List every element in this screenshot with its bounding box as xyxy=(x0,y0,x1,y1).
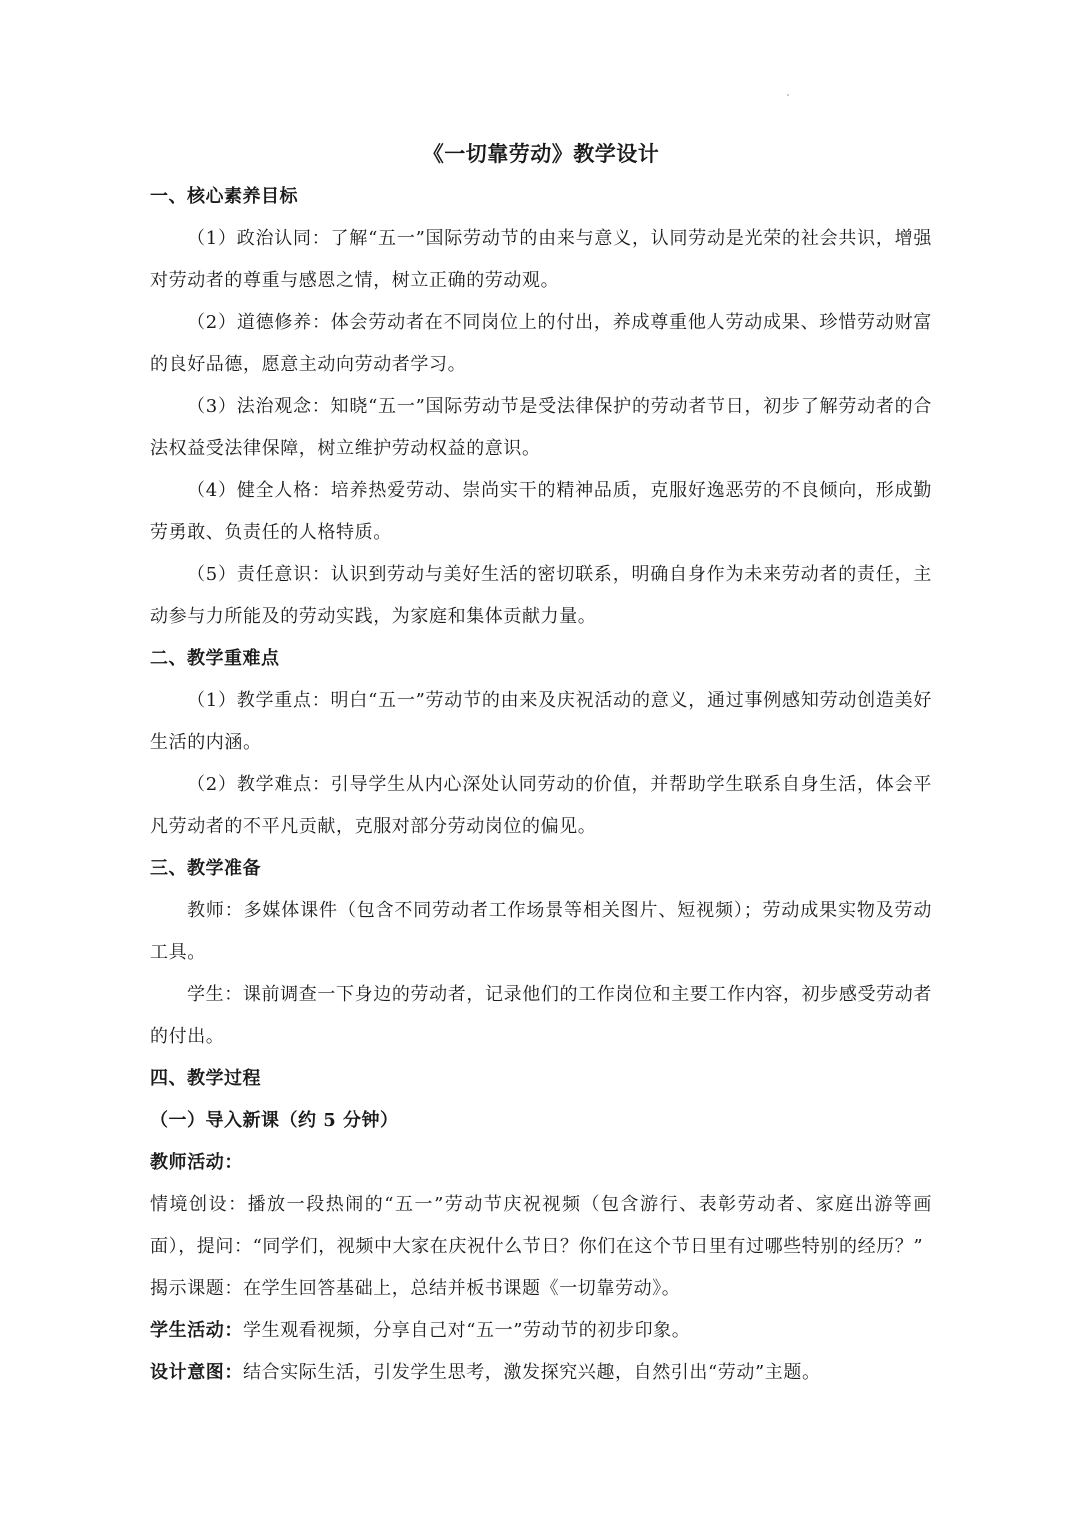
section-heading-key-points: 二、教学重难点 xyxy=(150,648,280,669)
goal-item-5: （5）责任意识：认识到劳动与美好生活的密切联系，明确自身作为未来劳动者的责任，主动参与力所能及的劳动实践，为家庭和集体贡献力量。 xyxy=(150,564,932,627)
design-intent-text: 结合实际生活，引发学生思考，激发探究兴趣，自然引出“劳动”主题。 xyxy=(243,1362,821,1383)
document-title: 《一切靠劳动》教学设计 xyxy=(422,141,660,166)
reveal-topic-text: 揭示课题：在学生回答基础上，总结并板书课题《一切靠劳动》。 xyxy=(150,1278,681,1299)
design-intent-label: 设计意图： xyxy=(150,1362,243,1383)
design-intent-line xyxy=(150,1352,932,1394)
prep-teacher: 教师：多媒体课件（包含不同劳动者工作场景等相关图片、短视频）；劳动成果实物及劳动工具。 xyxy=(150,900,932,963)
teacher-activity-label: 教师活动： xyxy=(150,1152,243,1173)
key-point-item: （1）教学重点：明白“五一”劳动节的由来及庆祝活动的意义，通过事例感知劳动创造美好生活的内涵。 xyxy=(150,690,932,753)
goal-item-1: （1）政治认同：了解“五一”国际劳动节的由来与意义，认同劳动是光荣的社会共识，增强对劳动者的尊重与感恩之情，树立正确的劳动观。 xyxy=(150,228,932,291)
section-heading-goals: 一、核心素养目标 xyxy=(150,186,298,207)
goal-item-3: （3）法治观念：知晓“五一”国际劳动节是受法律保护的劳动者节日，初步了解劳动者的合法权益受法律保障，树立维护劳动权益的意识。 xyxy=(150,396,932,459)
prep-student: 学生：课前调查一下身边的劳动者，记录他们的工作岗位和主要工作内容，初步感受劳动者的付出。 xyxy=(150,984,932,1047)
document-page xyxy=(150,136,932,1394)
section-heading-preparation: 三、教学准备 xyxy=(150,858,261,879)
student-activity-line xyxy=(150,1310,932,1352)
teacher-activity-text: 情境创设：播放一段热闹的“五一”劳动节庆祝视频（包含游行、表彰劳动者、家庭出游等画面），提问：“同学们，视频中大家在庆祝什么节日？你们在这个节日里有过哪些特别的经历？” xyxy=(150,1194,932,1257)
difficulty-item: （2）教学难点：引导学生从内心深处认同劳动的价值，并帮助学生联系自身生活，体会平凡劳动者的不平凡贡献，克服对部分劳动岗位的偏见。 xyxy=(150,774,932,837)
goal-item-4: （4）健全人格：培养热爱劳动、崇尚实干的精神品质，克服好逸恶劳的不良倾向，形成勤劳勇敢、负责任的人格特质。 xyxy=(150,480,932,543)
student-activity-label: 学生活动： xyxy=(150,1320,243,1341)
scan-speck xyxy=(787,94,789,96)
student-activity-text: 学生观看视频，分享自己对“五一”劳动节的初步印象。 xyxy=(243,1320,691,1341)
subsection-heading-intro: （一）导入新课（约 5 分钟） xyxy=(150,1110,399,1131)
section-heading-process: 四、教学过程 xyxy=(150,1068,261,1089)
goal-item-2: （2）道德修养：体会劳动者在不同岗位上的付出，养成尊重他人劳动成果、珍惜劳动财富的良好品德，愿意主动向劳动者学习。 xyxy=(150,312,932,375)
